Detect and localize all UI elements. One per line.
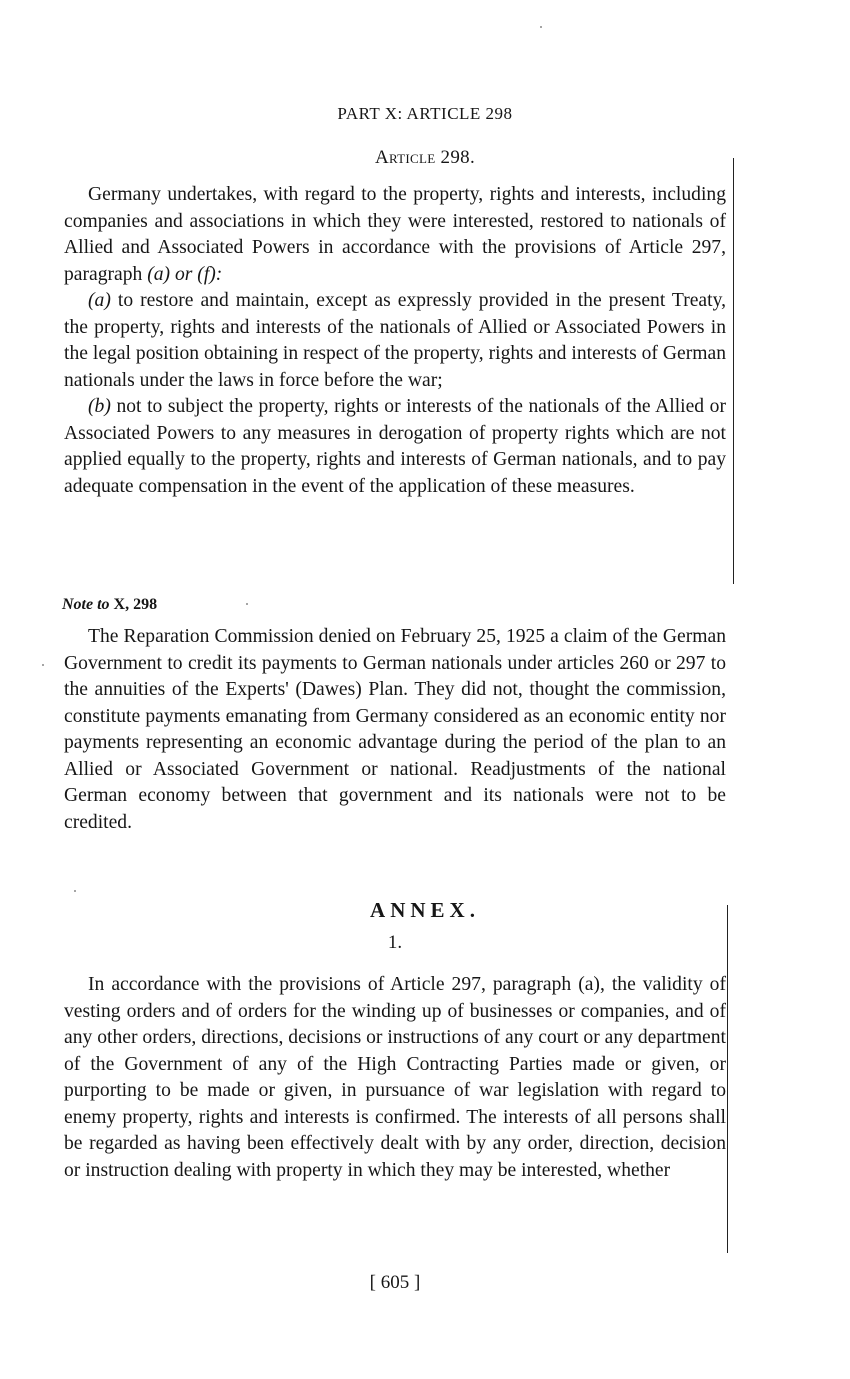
- clause-a-text: to restore and maintain, except as expressly provided in the present Treaty, the property, rights and interests of the nationals of Allied or Associated Powers in the legal position obtaining in respect of the property, rights and interests of German nationals under the laws in force before the war;: [64, 290, 726, 391]
- note-body: [64, 624, 726, 836]
- clause-a-label: (a): [88, 290, 111, 311]
- clause-a: [64, 288, 726, 394]
- note-heading: [62, 596, 157, 614]
- scan-speck: [246, 603, 248, 605]
- note-heading-ref: X, 298: [113, 596, 158, 613]
- running-head: PART X: ARTICLE 298: [337, 104, 513, 123]
- note-heading-italic: Note to: [62, 596, 110, 613]
- note-text: The Reparation Commission denied on February 25, 1925 a claim of the German Government to credit its payments to German nationals under articles 260 or 297 to the annuities of the Experts' (Dawes) Plan. They did not, thought the commission, constitute payments emanating from Germany considered as an economic entity nor payments representing an economic advantage during the period of the plan to an Allied or Associated Government or national. Readjustments of the national German economy between that government and its nationals were not to be credited.: [64, 626, 726, 833]
- annex-title: ANNEX.: [370, 898, 480, 922]
- margin-rule-article: [733, 158, 734, 584]
- annex-number: 1.: [387, 932, 403, 953]
- clause-b: [64, 394, 726, 500]
- article-intro: [64, 182, 726, 288]
- page-number: [ 605 ]: [369, 1272, 421, 1293]
- article-body: [64, 182, 726, 500]
- margin-rule-annex: [727, 905, 728, 1253]
- annex-text: In accordance with the provisions of Article 297, paragraph (a), the validity of vesting orders and of orders for the winding up of businesses or companies, and of any other orders, directions, decisions or instructions of any court or any department of the Government of any of the High Contracting Parties made or given, or purporting to be made or given, in pursuance of war legislation with regard to enemy property, rights and interests is confirmed. The interests of all persons shall be regarded as having been effectively dealt with by any order, direction, decision or instruction dealing with property in which they may be interested, whether: [64, 974, 726, 1181]
- article-title: Article 298.: [374, 147, 476, 168]
- clause-b-label: (b): [88, 396, 111, 417]
- annex-body: [64, 972, 726, 1184]
- article-intro-refs: (a) or (f):: [147, 263, 223, 285]
- clause-b-text: not to subject the property, rights or interests of the nationals of the Allied or Associated Powers to any measures in derogation of property rights which are not applied equally to the property, rights and interests of German nationals, and to pay adequate compensation in the event of the application of these measures.: [64, 396, 726, 497]
- scan-speck: [74, 890, 76, 892]
- article-intro-text: Germany undertakes, with regard to the property, rights and interests, including companies and associations in which they were interested, restored to nationals of Allied and Associated Powers in accordance with the provisions of Article 297, paragraph: [64, 184, 726, 285]
- scan-speck: [42, 664, 44, 666]
- scan-speck: [540, 26, 542, 28]
